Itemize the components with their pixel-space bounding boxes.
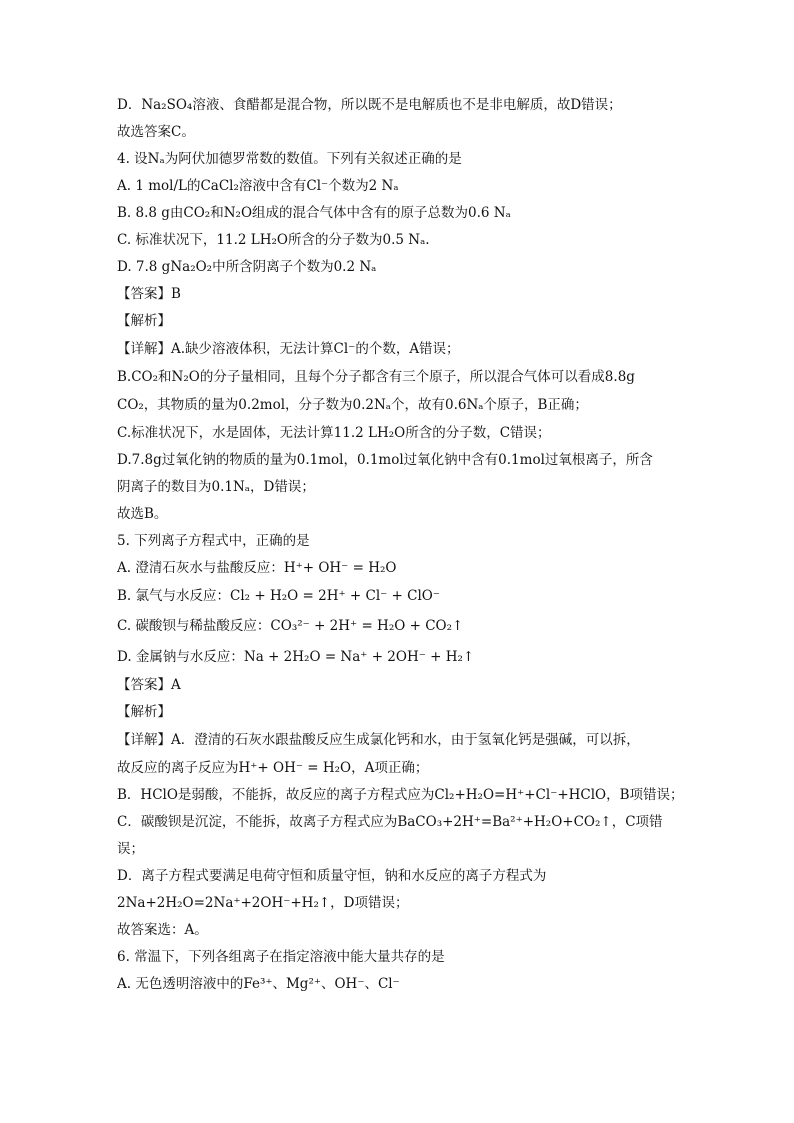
text-line: 【详解】A.缺少溶液体积，无法计算Cl⁻的个数，A错误； <box>117 341 460 357</box>
text-line: D．离子方程式要满足电荷守恒和质量守恒，钠和水反应的离子方程式为 <box>117 868 547 884</box>
option-b: B. 8.8 g由CO₂和N₂O组成的混合气体中含有的原子总数为0.6 Nₐ <box>117 205 511 221</box>
option-a: A. 无色透明溶液中的Fe³⁺、Mg²⁺、OH⁻、Cl⁻ <box>117 976 400 992</box>
text-line: 故选答案C。 <box>117 124 195 140</box>
answer-label: 【答案】A <box>117 677 181 693</box>
text-line: 【详解】A．澄清的石灰水跟盐酸反应生成氯化钙和水，由于氢氧化钙是强碱，可以拆， <box>117 732 640 748</box>
analysis-label: 【解析】 <box>117 313 171 329</box>
text-line: D.7.8g过氧化钠的物质的量为0.1mol，0.1mol过氧化钠中含有0.1mol过氧根离子，所含 <box>117 452 653 468</box>
analysis-label: 【解析】 <box>117 704 171 720</box>
option-d: D. 金属钠与水反应：Na + 2H₂O = Na⁺ + 2OH⁻ + H₂↑ <box>117 649 475 665</box>
text-line: C．碳酸钡是沉淀，不能拆，故离子方程式应为BaCO₃+2H⁺=Ba²⁺+H₂O+CO₂↑，C项错 <box>117 814 663 830</box>
text-line: 2Na+2H₂O=2Na⁺+2OH⁻+H₂↑，D项错误； <box>117 895 409 911</box>
text-line: D．Na₂SO₄溶液、食醋都是混合物，所以既不是电解质也不是非电解质，故D错误； <box>117 97 622 113</box>
text-line: CO₂，其物质的量为0.2mol，分子数为0.2Nₐ个，故有0.6Nₐ个原子，B正确； <box>117 397 588 413</box>
option-a: A. 澄清石灰水与盐酸反应：H⁺+ OH⁻ = H₂O <box>117 560 397 576</box>
question-4-stem: 4. 设Nₐ为阿伏加德罗常数的数值。下列有关叙述正确的是 <box>117 151 462 167</box>
text-line: B．HClO是弱酸，不能拆，故反应的离子方程式应为Cl₂+H₂O=H⁺+Cl⁻+HClO，B项错误； <box>117 787 684 803</box>
option-a: A. 1 mol/L的CaCl₂溶液中含有Cl⁻个数为2 Nₐ <box>117 178 399 194</box>
text-line: B.CO₂和N₂O的分子量相同，且每个分子都含有三个原子，所以混合气体可以看成8.8g <box>117 369 635 385</box>
answer-label: 【答案】B <box>117 286 181 302</box>
option-c: C. 碳酸钡与稀盐酸反应：CO₃²⁻ + 2H⁺ = H₂O + CO₂↑ <box>117 618 464 634</box>
text-line: 阴离子的数目为0.1Nₐ，D错误； <box>117 479 315 495</box>
option-d: D. 7.8 gNa₂O₂中所含阴离子个数为0.2 Nₐ <box>117 259 377 275</box>
text-line: C.标准状况下，水是固体，无法计算11.2 LH₂O所含的分子数，C错误； <box>117 425 551 441</box>
option-c: C. 标准状况下，11.2 LH₂O所含的分子数为0.5 Nₐ. <box>117 232 430 248</box>
question-6-stem: 6. 常温下，下列各组离子在指定溶液中能大量共存的是 <box>117 949 445 965</box>
question-5-stem: 5. 下列离子方程式中，正确的是 <box>117 533 310 549</box>
text-line: 故选B。 <box>117 506 168 522</box>
text-line: 误； <box>117 841 144 857</box>
text-line: 故反应的离子反应为H⁺+ OH⁻ = H₂O，A项正确； <box>117 760 429 776</box>
option-b: B. 氯气与水反应：Cl₂ + H₂O = 2H⁺ + Cl⁻ + ClO⁻ <box>117 588 440 604</box>
text-line: 故答案选：A。 <box>117 922 208 938</box>
